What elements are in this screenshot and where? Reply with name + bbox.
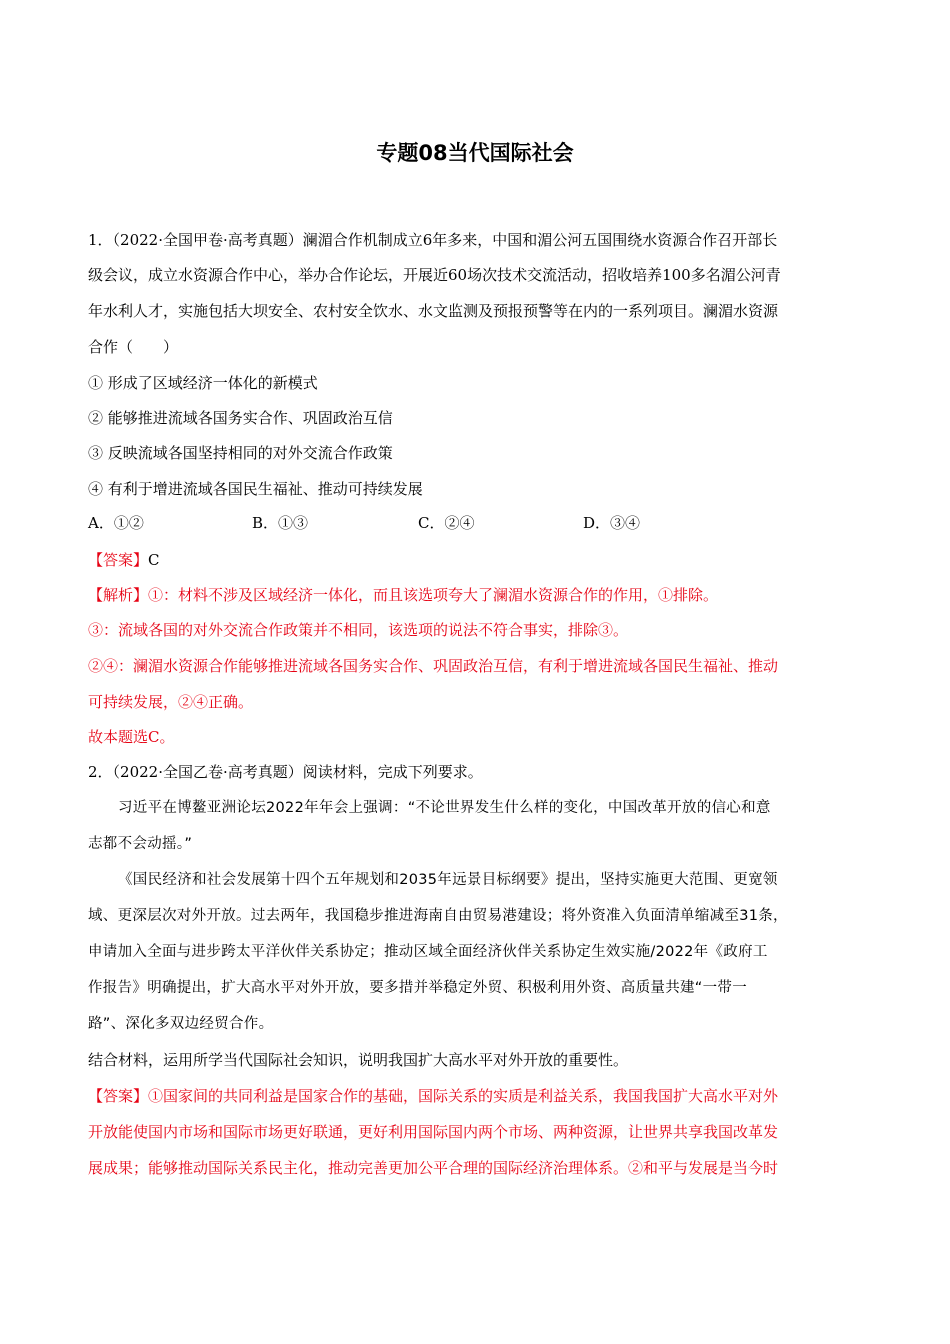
q1-option-b: B．①③ (252, 514, 309, 532)
q1-stem-line-4: 合作（ ） (88, 338, 179, 356)
q2-material-line-4: 域、更深层次对外开放。过去两年，我国稳步推进海南自由贸易港建设；将外资准入负面清单缩减至31条， (88, 908, 788, 924)
q1-analysis-tag: 【解析】 (88, 586, 149, 604)
q1-analysis-line-5: 故本题选C。 (88, 728, 175, 746)
q1-answer-value: C (148, 551, 160, 569)
page-title: 专题08当代国际社会 (376, 141, 574, 165)
q1-stem-line-2: 级会议，成立水资源合作中心，举办合作论坛，开展近60场次技术交流活动，招收培养100多名湄公河青 (88, 266, 781, 284)
q1-statement-1: ① 形成了区域经济一体化的新模式 (88, 374, 318, 392)
q1-option-d: D．③④ (583, 514, 641, 532)
q1-analysis-line-3: ②④：澜湄水资源合作能够推进流域各国务实合作、巩固政治互信，有利于增进流域各国民生福祉、推动 (88, 657, 779, 675)
q1-answer (88, 550, 160, 570)
q2-material-line-5: 申请加入全面与进步跨太平洋伙伴关系协定；推动区域全面经济伙伴关系协定生效实施/2022年《政府工 (88, 944, 768, 960)
q2-answer-line-2: 开放能使国内市场和国际市场更好联通，更好利用国际国内两个市场、两种资源，让世界共享我国改革发 (88, 1123, 779, 1141)
q1-options (88, 513, 788, 535)
q2-material-line-6: 作报告》明确提出，扩大高水平对外开放，要多措并举稳定外贸、积极利用外资、高质量共建“一带一 (88, 980, 748, 996)
q1-statement-3: ③ 反映流域各国坚持相同的对外交流合作政策 (88, 444, 393, 462)
q2-question: 结合材料，运用所学当代国际社会知识，说明我国扩大高水平对外开放的重要性。 (88, 1051, 629, 1069)
q1-stem-line-3: 年水利人才，实施包括大坝安全、农村安全饮水、水文监测及预报预警等在内的一系列项目。澜湄水资源 (88, 302, 779, 320)
q2-header: 2．（2022·全国乙卷·高考真题）阅读材料，完成下列要求。 (88, 763, 483, 781)
q2-answer-line-3: 展成果；能够推动国际关系民主化，推动完善更加公平合理的国际经济治理体系。②和平与发展是当今时 (88, 1159, 779, 1177)
q1-analysis-text-1: ①：材料不涉及区域经济一体化，而且该选项夸大了澜湄水资源合作的作用，①排除。 (148, 586, 719, 604)
q1-analysis-line-4: 可持续发展，②④正确。 (88, 693, 254, 711)
q2-material-line-7: 路”、深化多双边经贸合作。 (88, 1016, 274, 1032)
q2-answer-line-1 (88, 1086, 778, 1106)
q1-statement-2: ② 能够推进流域各国务实合作、巩固政治互信 (88, 409, 393, 427)
q2-answer-text-1: ①国家间的共同利益是国家合作的基础，国际关系的实质是利益关系，我国我国扩大高水平对外 (148, 1087, 779, 1105)
q2-material-line-1: 习近平在博鳌亚洲论坛2022年年会上强调：“不论世界发生什么样的变化，中国改革开放的信心和意 (118, 800, 771, 816)
q1-stem-line-1: 1．（2022·全国甲卷·高考真题）澜湄合作机制成立6年多来，中国和湄公河五国围绕水资源合作召开部长 (88, 231, 778, 249)
q2-material-line-3: 《国民经济和社会发展第十四个五年规划和2035年远景目标纲要》提出，坚持实施更大范围、更宽领 (118, 872, 778, 888)
q1-option-a: A．①② (88, 514, 144, 532)
q1-option-c: C．②④ (418, 514, 475, 532)
q1-analysis-line-1 (88, 585, 718, 605)
q1-statement-4: ④ 有利于增进流域各国民生福祉、推动可持续发展 (88, 480, 423, 498)
q1-answer-tag: 【答案】 (88, 551, 149, 569)
q2-answer-tag: 【答案】 (88, 1087, 149, 1105)
q1-analysis-line-2: ③：流域各国的对外交流合作政策并不相同，该选项的说法不符合事实，排除③。 (88, 621, 629, 639)
q2-material-line-2: 志都不会动摇。” (88, 836, 193, 852)
